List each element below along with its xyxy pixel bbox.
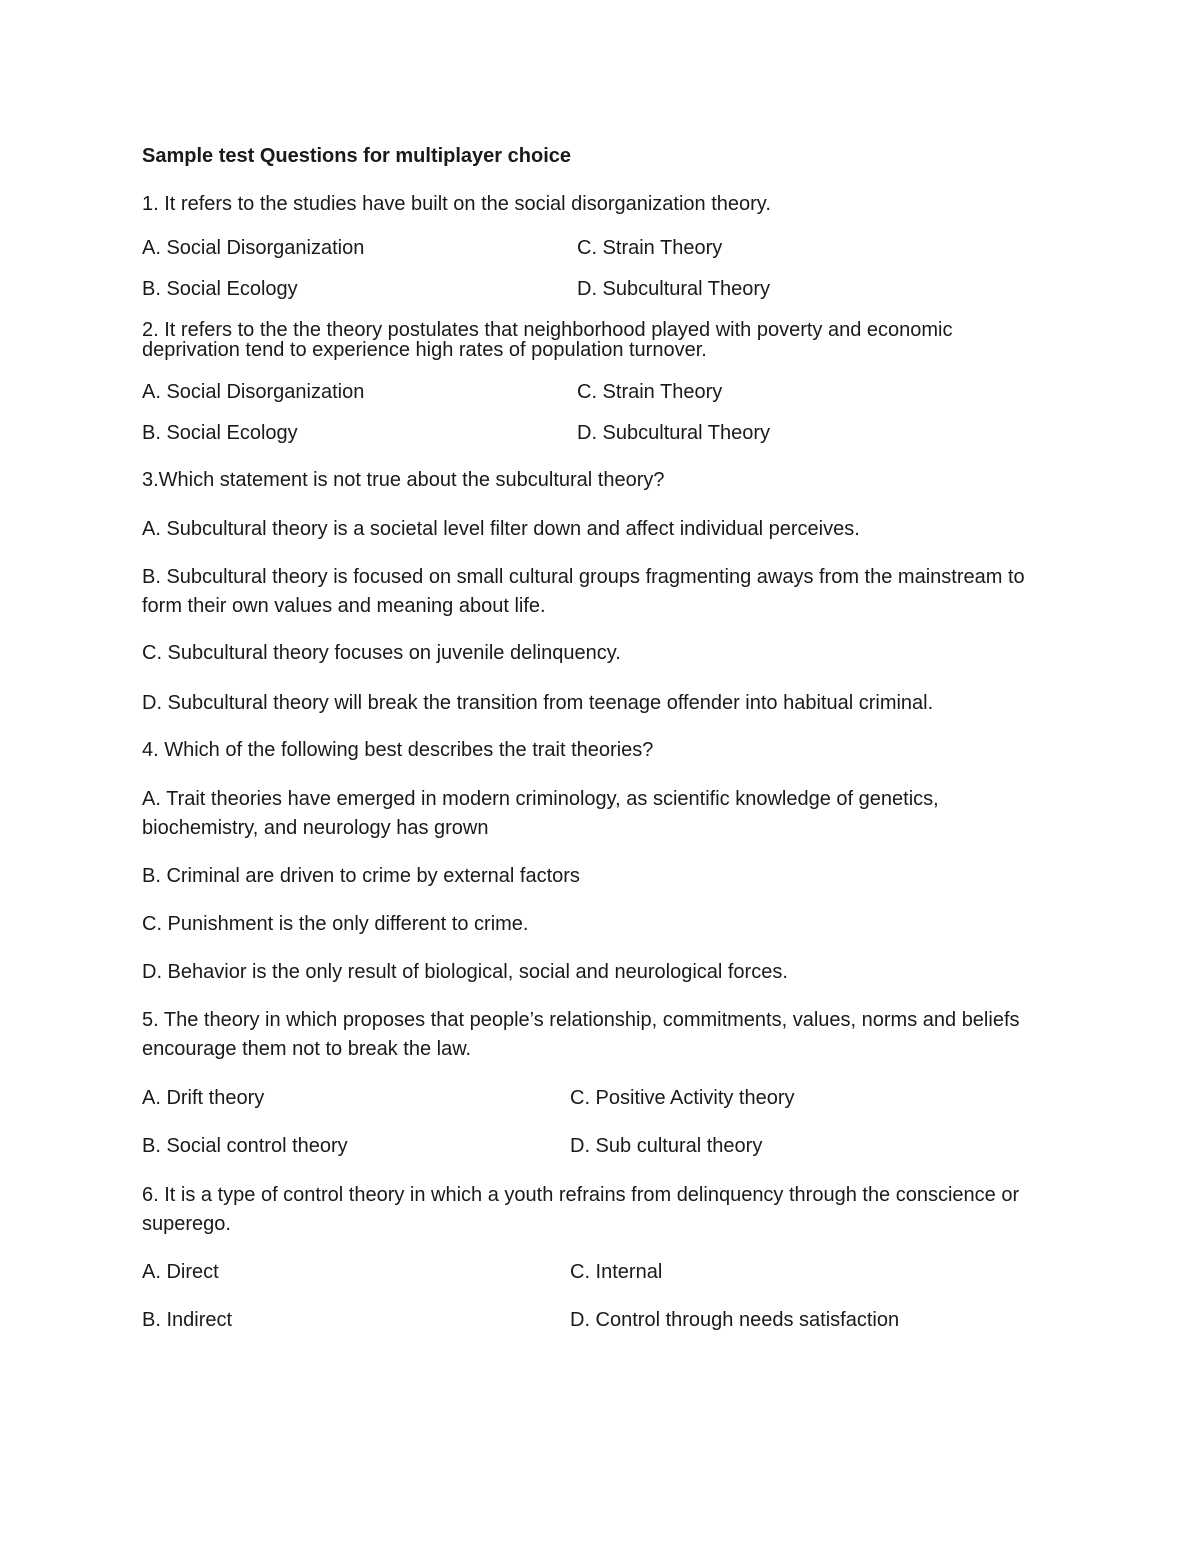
question-6: 6. It is a type of control theory in which a youth refrains from delinquency through the conscience or superego. xyxy=(142,1184,1020,1235)
q1-option-c: C. Strain Theory xyxy=(577,237,723,259)
q6-option-d: D. Control through needs satisfaction xyxy=(570,1309,900,1331)
q4-option-c: C. Punishment is the only different to crime. xyxy=(142,913,529,935)
q5-option-c: C. Positive Activity theory xyxy=(570,1087,795,1109)
q4-option-b: B. Criminal are driven to crime by external factors xyxy=(142,865,580,887)
q5-option-b: B. Social control theory xyxy=(142,1135,348,1157)
q1-option-a: A. Social Disorganization xyxy=(142,237,365,259)
q2-option-c: C. Strain Theory xyxy=(577,381,723,403)
q2-option-d: D. Subcultural Theory xyxy=(577,422,771,444)
question-2-line-2: deprivation tend to experience high rates of population turnover. xyxy=(142,339,707,361)
q1-option-b: B. Social Ecology xyxy=(142,278,298,300)
question-4: 4. Which of the following best describes the trait theories? xyxy=(142,739,654,761)
document-title: Sample test Questions for multiplayer choice xyxy=(142,145,572,167)
q4-option-a: A. Trait theories have emerged in modern criminology, as scientific knowledge of genetics, biochemistry, and neurology has grown xyxy=(142,788,939,839)
question-1: 1. It refers to the studies have built on the social disorganization theory. xyxy=(142,193,771,215)
q2-option-b: B. Social Ecology xyxy=(142,422,298,444)
q3-option-b: B. Subcultural theory is focused on small cultural groups fragmenting aways from the mainstream to form their own values and meaning about life. xyxy=(142,566,1025,617)
q5-option-d: D. Sub cultural theory xyxy=(570,1135,763,1157)
q6-option-c: C. Internal xyxy=(570,1261,663,1283)
q3-option-a: A. Subcultural theory is a societal level filter down and affect individual perceives. xyxy=(142,518,860,540)
q3-option-c: C. Subcultural theory focuses on juvenile delinquency. xyxy=(142,642,621,664)
q6-option-b: B. Indirect xyxy=(142,1309,233,1331)
q6-option-a: A. Direct xyxy=(142,1261,219,1283)
question-2-line-1: 2. It refers to the the theory postulates that neighborhood played with poverty and economic xyxy=(142,319,953,341)
question-5: 5. The theory in which proposes that people’s relationship, commitments, values, norms and beliefs encourage them not to break the law. xyxy=(142,1009,1020,1060)
q2-option-a: A. Social Disorganization xyxy=(142,381,365,403)
question-3: 3.Which statement is not true about the subcultural theory? xyxy=(142,469,665,491)
q5-option-a: A. Drift theory xyxy=(142,1087,265,1109)
q4-option-d: D. Behavior is the only result of biological, social and neurological forces. xyxy=(142,961,788,983)
q1-option-d: D. Subcultural Theory xyxy=(577,278,771,300)
q3-option-d: D. Subcultural theory will break the transition from teenage offender into habitual criminal. xyxy=(142,692,934,714)
